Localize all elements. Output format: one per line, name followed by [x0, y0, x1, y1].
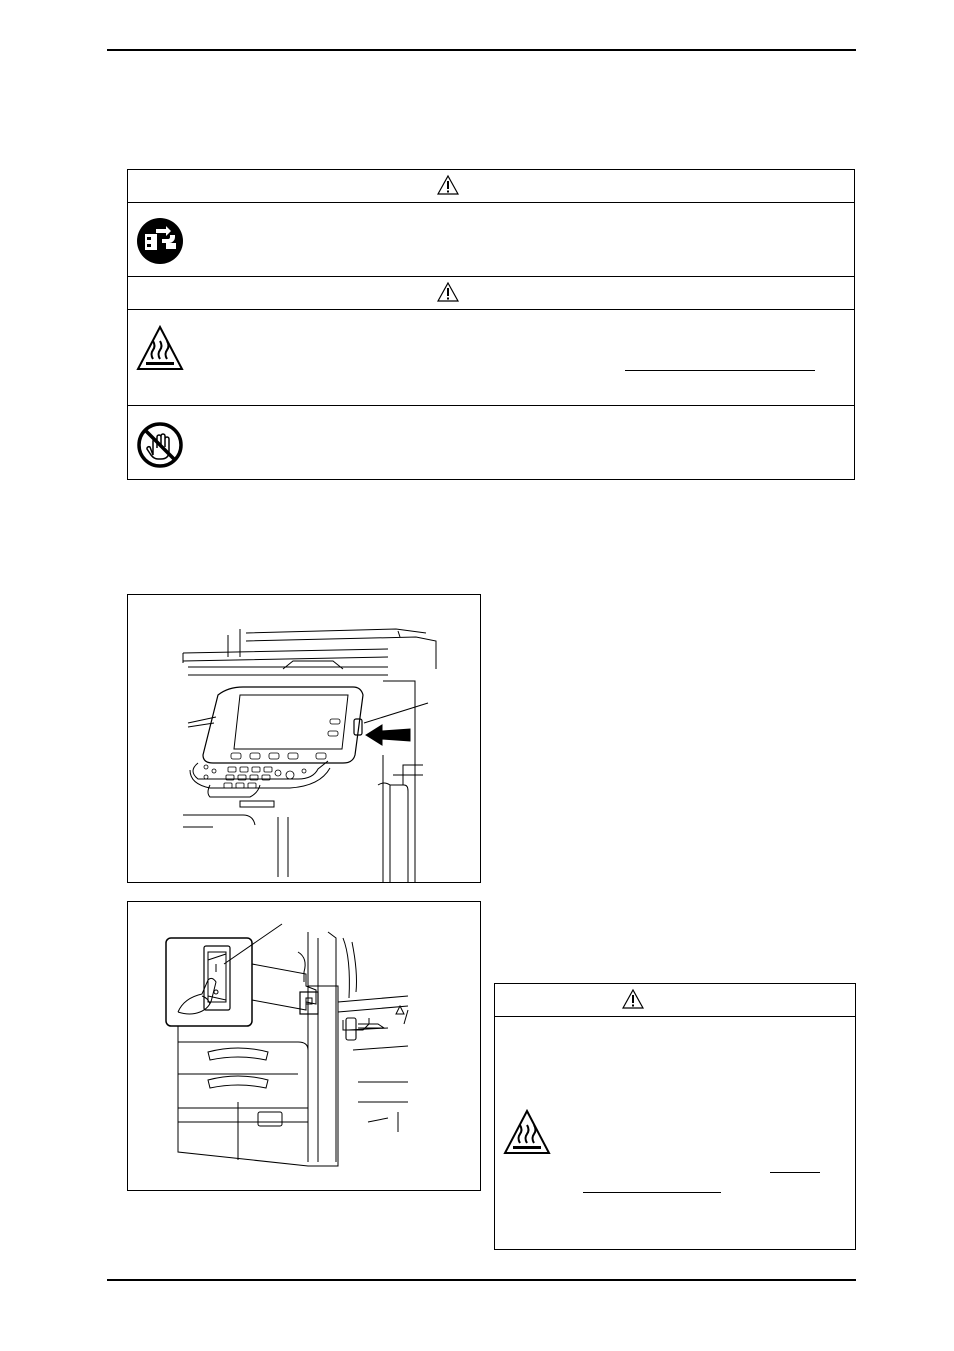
- caution-box: [494, 983, 856, 1250]
- hot-surface-icon: [136, 325, 184, 371]
- footer-rule: [107, 1279, 856, 1281]
- underline: [625, 370, 815, 371]
- safety-table: [127, 169, 855, 480]
- figure-main-power-switch: [127, 901, 481, 1191]
- unplug-row: [128, 203, 854, 275]
- header-rule: [107, 49, 856, 51]
- caution-header-row: [128, 276, 854, 310]
- do-not-touch-row: [128, 406, 854, 480]
- caution-box-header: [495, 984, 855, 1017]
- warning-header-row: [128, 170, 854, 203]
- warning-triangle-icon: [622, 988, 644, 1010]
- warning-triangle-icon: [437, 281, 459, 303]
- warning-triangle-icon: [437, 174, 459, 196]
- underline: [583, 1192, 721, 1193]
- underline: [770, 1172, 820, 1173]
- hot-surface-icon: [503, 1109, 551, 1155]
- unplug-icon: [136, 217, 184, 265]
- do-not-touch-icon: [136, 421, 184, 469]
- control-panel-illustration: [128, 595, 480, 882]
- hot-surface-row: [128, 309, 854, 406]
- figure-control-panel-power-key: [127, 594, 481, 883]
- main-switch-illustration: [128, 902, 480, 1190]
